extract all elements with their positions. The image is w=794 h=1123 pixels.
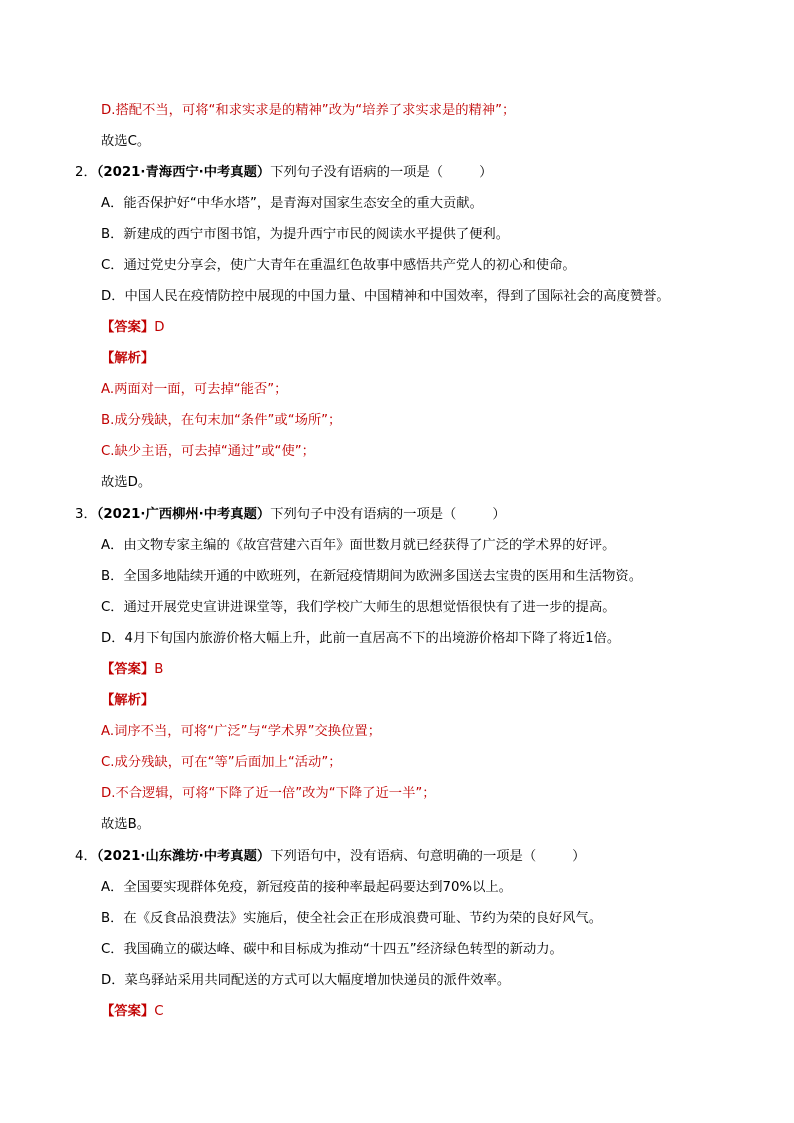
analysis-a: A.词序不当，可将“广泛”与“学术界”交换位置； <box>101 724 381 739</box>
answer-label: 【答案】 <box>101 320 155 335</box>
question-number: 3． <box>75 507 97 522</box>
question-text: 下列句子没有语病的一项是（ <box>270 165 444 180</box>
answer-line <box>101 1002 163 1022</box>
option-c: C．通过党史分享会，使广大青年在重温红色故事中感悟共产党人的初心和使命。 <box>101 258 576 273</box>
option-b: B．全国多地陆续开通的中欧班列，在新冠疫情期间为欧洲多国送去宝贵的医用和生活物资。 <box>101 569 642 584</box>
question-text-end: ） <box>572 849 586 864</box>
analysis-c: C.缺少主语，可去掉“通过”或“使”； <box>101 444 315 459</box>
analysis-a: A.两面对一面，可去掉“能否”； <box>101 382 288 397</box>
option-c: C．我国确立的碳达峰、碳中和目标成为推动“十四五”经济绿色转型的新动力。 <box>101 942 563 957</box>
analysis-c: C.成分残缺，可在“等”后面加上“活动”； <box>101 755 342 770</box>
answer-label: 【答案】 <box>101 1004 155 1019</box>
question-number: 2． <box>75 165 97 180</box>
option-d: D．菜鸟驿站采用共同配送的方式可以大幅度增加快递员的派件效率。 <box>101 973 511 988</box>
question-text-end: ） <box>492 507 506 522</box>
answer-value: C <box>154 1004 164 1019</box>
answer-value: D <box>154 320 165 335</box>
answer-line <box>101 660 163 680</box>
question-source: （2021·广西柳州·中考真题） <box>96 507 271 522</box>
question-source: （2021·青海西宁·中考真题） <box>96 165 271 180</box>
option-a: A．由文物专家主编的《故宫营建六百年》面世数月就已经获得了广泛的学术界的好评。 <box>101 538 616 553</box>
question-2-stem <box>75 163 492 183</box>
prev-analysis-d: D.搭配不当，可将“和求实求是的精神”改为“培养了求实求是的精神”； <box>101 103 516 118</box>
option-a: A．全国要实现群体免疫，新冠疫苗的接种率最起码要达到70%以上。 <box>101 880 512 895</box>
analysis-label: 【解析】 <box>101 351 155 366</box>
analysis-b: B.成分残缺，在句末加“条件”或“场所”； <box>101 413 342 428</box>
question-text-end: ） <box>479 165 493 180</box>
option-d: D．中国人民在疫情防控中展现的中国力量、中国精神和中国效率，得到了国际社会的高度赞誉。 <box>101 289 670 304</box>
question-text: 下列语句中，没有语病、句意明确的一项是（ <box>270 849 537 864</box>
analysis-label: 【解析】 <box>101 693 155 708</box>
option-b: B．在《反食品浪费法》实施后，使全社会正在形成浪费可耻、节约为荣的良好风气。 <box>101 911 603 926</box>
option-c: C．通过开展党史宣讲进课堂等，我们学校广大师生的思想觉悟很快有了进一步的提高。 <box>101 600 616 615</box>
analysis-d: D.不合逻辑，可将“下降了近一倍”改为“下降了近一半”； <box>101 786 436 801</box>
question-number: 4． <box>75 849 97 864</box>
question-4-stem <box>75 847 585 867</box>
conclusion: 故选B。 <box>101 817 151 832</box>
option-b: B．新建成的西宁市图书馆，为提升西宁市民的阅读水平提供了便利。 <box>101 227 510 242</box>
question-text: 下列句子中没有语病的一项是（ <box>270 507 457 522</box>
answer-line <box>101 318 164 338</box>
question-3-stem <box>75 505 506 525</box>
question-source: （2021·山东潍坊·中考真题） <box>96 849 271 864</box>
answer-label: 【答案】 <box>101 662 155 677</box>
conclusion: 故选D。 <box>101 475 152 490</box>
option-a: A．能否保护好“中华水塔”，是青海对国家生态安全的重大贡献。 <box>101 196 483 211</box>
option-d: D．4月下旬国内旅游价格大幅上升，此前一直居高不下的出境游价格却下降了将近1倍。 <box>101 631 621 646</box>
prev-conclusion: 故选C。 <box>101 134 151 149</box>
answer-value: B <box>154 662 164 677</box>
